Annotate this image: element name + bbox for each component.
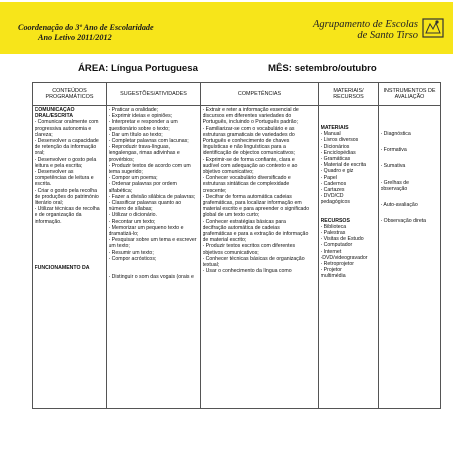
conteudos-line: de produções do património — [34, 193, 99, 200]
school-logo-icon — [421, 16, 445, 40]
competencias-line: - Decifrar de forma automática cadeias — [202, 193, 292, 200]
conteudos-line: - Desenvolver as — [34, 169, 74, 176]
conteudos-line: - Desenvolver a capacidade — [34, 138, 99, 145]
sugestoes-line: um texto; — [108, 243, 130, 250]
competencias-line: - Conhecer estratégias básicas para — [202, 218, 286, 225]
competencias-cell — [201, 106, 319, 409]
materiais-list — [321, 131, 377, 205]
instrumento-item: observação — [380, 185, 408, 192]
sugestoes-line: - Dar um título ao texto; — [108, 131, 163, 138]
competencias-line: - Produzir textos escritos com diferentes — [202, 243, 296, 250]
sugestoes-line: - Interpretar e responder a um — [108, 119, 178, 126]
sugestoes-line: número de sílabas; — [108, 206, 153, 213]
materiais-item: - Papel — [320, 174, 337, 181]
sugestoes-footer-line: - Distinguir o som das vogais (orais e — [108, 274, 194, 281]
sugestoes-line: - Pesquisar sobre um tema e escrever — [108, 237, 197, 244]
conteudos-line: oral; — [34, 150, 45, 157]
column-header-materiais: MATERIAIS/ RECURSOS — [319, 83, 379, 106]
competencias-line: grafemáticas e para a extração de informação — [202, 231, 309, 238]
competencias-line: crescente; — [202, 187, 227, 194]
competencias-line: objetivos comunicativos; — [202, 249, 259, 256]
competencias-line: textual; — [202, 262, 220, 269]
conteudos-line: - Comunicar oralmente com — [34, 119, 99, 126]
sugestoes-line: dramatizá-lo; — [108, 231, 139, 238]
competencias-line: de material escrito; — [202, 237, 247, 244]
materiais-item: - Livros diversos — [320, 137, 359, 144]
competencias-line: global de um texto curto; — [202, 212, 260, 219]
materiais-item: pedagógicos — [320, 199, 350, 206]
competencias-line: - Exprimir-se de forma confiante, clara e — [202, 156, 295, 163]
column-header-competencias: COMPETÊNCIAS — [201, 83, 319, 106]
sugestoes-line: - Classificar palavras quanto ao — [108, 200, 182, 207]
competencias-line: Português e conhecimento de chaves — [202, 138, 290, 145]
recursos-item: - Projetor — [320, 267, 342, 274]
sugestoes-line: - Recontar um texto; — [108, 218, 156, 225]
conteudos-line: - Utilizar técnicas de recolha — [34, 206, 100, 213]
recursos-item: - Internet — [320, 248, 342, 255]
materiais-item: - Dicionários — [320, 143, 350, 150]
planning-table — [32, 82, 441, 409]
competencias-line: estruturas sintáticas de complexidade — [202, 181, 290, 188]
materiais-cell — [319, 106, 379, 409]
conteudos-line: - Desenvolver o gosto pela — [34, 156, 97, 163]
competencias-line: discursos em diferentes variedades do — [202, 113, 292, 120]
materiais-item: - Cadernos — [320, 180, 347, 187]
sugestoes-cell — [107, 106, 201, 409]
school-group-line1: Agrupamento de Escolas — [313, 19, 418, 30]
competencias-line: Português, incluindo o Português padrão; — [202, 119, 298, 126]
sugestoes-line: - Exprimir ideias e opiniões; — [108, 113, 173, 120]
materiais-item: - Cartazes — [320, 187, 345, 194]
competencias-line: - Extrair e reter a informação essencial de — [202, 107, 299, 113]
sugestoes-line: provérbios; — [108, 156, 135, 163]
column-header-conteudos: CONTEÚDOS PROGRAMÁTICOS — [33, 83, 107, 106]
conteudos-line: literário oral; — [34, 200, 64, 207]
month-label: MÊS: setembro/outubro — [268, 63, 377, 74]
sugestoes-line: - Memorizar um pequeno texto e — [108, 224, 184, 231]
competencias-line: objetivo comunicativo; — [202, 169, 254, 176]
recursos-item: - Computador — [320, 242, 353, 249]
recursos-item: -DVD/videogravador — [320, 254, 368, 261]
sugestoes-line: - Compor um poema; — [108, 175, 158, 182]
sugestoes-line: questionário sobre o texto; — [108, 125, 170, 132]
conteudos-line: escrita. — [34, 181, 52, 188]
school-year-line: Ano Letivo 2011/2012 — [38, 33, 112, 42]
competencias-footer-line: - Usar o conhecimento da língua como — [202, 268, 292, 275]
sugestoes-line: - Ordenar palavras por ordem — [108, 181, 177, 188]
instrumento-item: - Sumativa — [380, 163, 406, 170]
sugestoes-line: - Utilizar o dicionário. — [108, 212, 157, 219]
instrumento-item: - Observação direta — [380, 218, 427, 225]
instrumento-item: - Grelhas de — [380, 179, 410, 186]
sugestoes-line: tema sugerido; — [108, 169, 143, 176]
sugestoes-line: alfabética; — [108, 187, 133, 194]
conteudos-heading: COMUNICAÇÃO — [34, 107, 75, 113]
materiais-item: - Gramáticas — [320, 156, 351, 163]
instrumentos-cell — [379, 106, 441, 409]
sugestoes-line: - Resumir um texto; — [108, 249, 154, 256]
sugestoes-line: - Praticar a oralidade; — [108, 107, 159, 113]
recursos-item: multimédia — [320, 273, 346, 280]
conteudos-heading: ORAL/ESCRITA — [34, 113, 74, 120]
recursos-item: - Palestras — [320, 230, 346, 237]
sugestoes-list — [109, 107, 199, 262]
subject-area: ÁREA: Língua Portuguesa — [78, 63, 198, 74]
recursos-item: - Retroprojetor — [320, 261, 354, 268]
competencias-line: - Conhecer técnicas básicas de organização — [202, 255, 305, 262]
sugestoes-line: - Reproduzir trava-línguas, — [108, 144, 170, 151]
conteudos-footer-heading: FUNCIONAMENTO DA — [34, 264, 90, 271]
competencias-line: audível com adequação ao contexto e ao — [202, 162, 298, 169]
sugestoes-line: - Fazer a divisão silábica de palavras; — [108, 193, 196, 200]
school-group-title — [268, 19, 418, 41]
materiais-item: - Material de escrita — [320, 162, 367, 169]
column-header-instrumentos: INSTRUMENTOS DE AVALIAÇÃO — [379, 83, 441, 106]
conteudos-line: competências de leitura e — [34, 175, 94, 182]
instrumentos-list — [381, 131, 439, 224]
conteudos-line: e de organização da — [34, 212, 82, 219]
sugestoes-line: - Completar palavras com lacunas; — [108, 138, 189, 145]
conteudos-line: de retenção da informação — [34, 144, 97, 151]
recursos-item: - Biblioteca — [320, 223, 347, 230]
materiais-heading: MATERIAIS — [320, 125, 349, 131]
recursos-item: - Visitas de Estudo — [320, 236, 364, 243]
competencias-line: grafemáticas, para localizar informação em — [202, 200, 302, 207]
competencias-list — [203, 107, 317, 268]
recursos-list — [321, 224, 377, 280]
conteudos-line: - Criar o gosto pela recolha — [34, 187, 98, 194]
conteudos-line: clareza; — [34, 131, 53, 138]
conteudos-line: progressiva autonomia e — [34, 125, 92, 132]
competencias-line: - Conhecer vocabulário diversificado e — [202, 175, 291, 182]
conteudos-line: informação. — [34, 218, 62, 225]
coordination-line: Coordenação do 3º Ano de Escolaridade — [18, 23, 154, 32]
materiais-item: - Manual — [320, 131, 341, 138]
column-header-sugestoes: SUGESTÕES/ATIVIDADES — [107, 83, 201, 106]
sugestoes-line: - Compor acrósticos; — [108, 255, 157, 262]
coordination-title — [18, 23, 218, 43]
school-group-line2: de Santo Tirso — [357, 30, 418, 41]
recursos-heading: RECURSOS — [320, 217, 350, 224]
competencias-line: linguísticas e não linguísticas para a — [202, 144, 286, 151]
instrumento-item: - Auto-avaliação — [380, 202, 418, 209]
conteudos-list — [35, 119, 105, 224]
competencias-line: estruturas gramaticais de variedades do — [202, 131, 295, 138]
competencias-line: decifração automática de cadeias — [202, 224, 280, 231]
materiais-item: - DVD/CD — [320, 193, 344, 200]
conteudos-cell — [33, 106, 107, 409]
sugestoes-line: lengalengas, rimas adivinhas e — [108, 150, 180, 157]
competencias-line: material escrito e para apreender o significado — [202, 206, 310, 213]
instrumento-item: - Formativa — [380, 147, 407, 154]
competencias-line: identificação de objectos comunicativos; — [202, 150, 296, 157]
instrumento-item: - Diagnóstica — [380, 131, 411, 137]
conteudos-line: leitura e pela escrita; — [34, 162, 83, 169]
competencias-line: - Familiarizar-se com o vocabulário e as — [202, 125, 295, 132]
materiais-item: - Quadro e giz — [320, 168, 354, 175]
sugestoes-line: - Produzir textos de acordo com um — [108, 162, 191, 169]
materiais-item: - Enciclopédias — [320, 149, 356, 156]
